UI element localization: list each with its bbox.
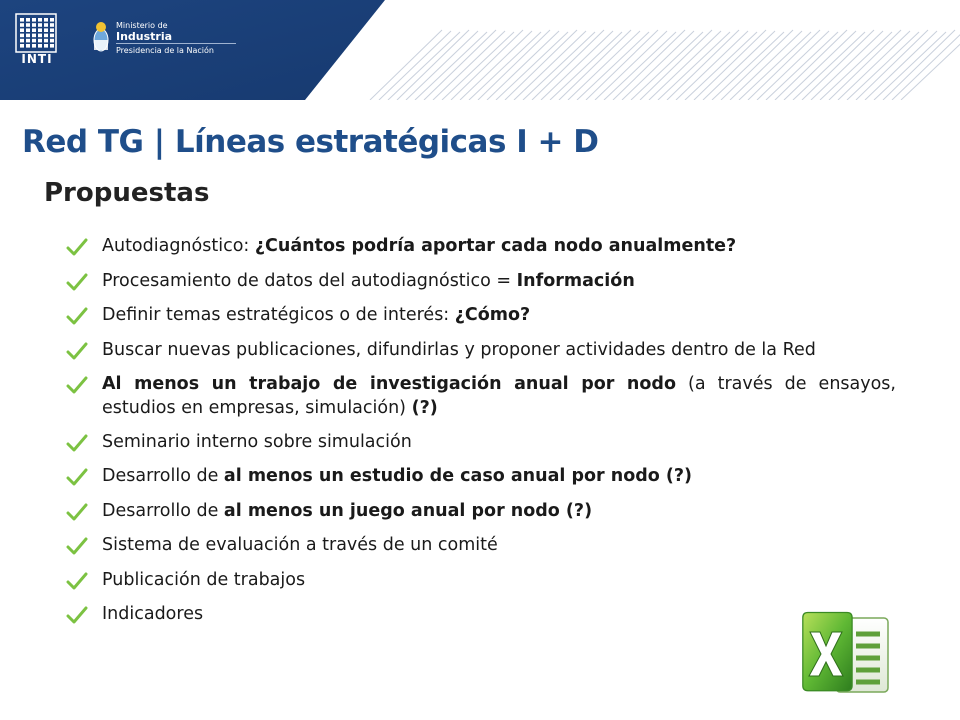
item-text: Buscar nuevas publicaciones, difundirlas y proponer actividades dentro de la Red [102, 339, 816, 360]
header-stripe [703, 31, 775, 100]
header-stripe [496, 32, 568, 100]
item-text: Indicadores [102, 604, 204, 624]
logo-grid-cell [50, 28, 54, 32]
checkmark-icon [66, 572, 88, 590]
header-stripe [658, 32, 730, 100]
excel-icon [796, 604, 896, 704]
logo-grid-cell [44, 28, 48, 32]
header-stripe [730, 31, 802, 100]
header-stripe [856, 30, 928, 100]
header-stripe [820, 32, 892, 100]
logo-grid-cell [44, 23, 48, 27]
header-stripe [433, 31, 505, 100]
header-stripe [415, 32, 487, 100]
header-stripe [388, 32, 460, 100]
header-stripe [622, 31, 694, 100]
header-stripe [586, 30, 658, 100]
header-stripe [685, 32, 757, 100]
ministry-line-3: Presidencia de la Nación [116, 43, 236, 56]
logo-grid-cell [50, 18, 54, 22]
header-stripe [514, 31, 586, 100]
header-stripe [577, 32, 649, 100]
logo-grid-cell [38, 18, 42, 22]
logo-grid-cell [50, 23, 54, 27]
logo-grid-cell [44, 44, 48, 48]
header-stripe [613, 30, 685, 100]
item-text: Definir temas estratégicos o de interés: [102, 305, 455, 325]
list-item [66, 430, 896, 454]
header-banner [0, 0, 960, 100]
logo-grid-cell [26, 23, 30, 27]
header-stripe [829, 30, 901, 100]
item-text-bold: ¿Cuántos podría aportar cada nodo anualmente? [254, 236, 737, 256]
header-stripe [424, 30, 496, 100]
header-stripe [568, 31, 640, 100]
header-stripe [865, 31, 937, 100]
checkmark-icon [66, 342, 88, 360]
logo-grid-cell [26, 44, 30, 48]
inti-logo-label: INTI [21, 52, 53, 66]
ministry-line-1: Ministerio de [116, 21, 168, 30]
checkmark-icon [66, 434, 88, 452]
logo-grid-cell [26, 34, 30, 38]
header-stripe [784, 31, 856, 100]
logo-grid-cell [20, 18, 24, 22]
checkmark-icon [66, 376, 88, 394]
item-text: Desarrollo de [102, 466, 224, 486]
item-text: Autodiagnóstico: [102, 236, 255, 256]
item-text: Desarrollo de [102, 500, 224, 521]
list-item [66, 602, 896, 626]
header-stripe [397, 30, 469, 100]
logo-grid-cell [32, 39, 36, 43]
header-stripe [478, 30, 550, 100]
header-stripe [802, 30, 874, 100]
header-stripe [766, 32, 838, 100]
logo-grid-cell [32, 34, 36, 38]
header-stripe [523, 32, 595, 100]
item-text-bold: al menos un estudio de caso anual por nodo (?) [223, 466, 693, 486]
header-stripe [712, 32, 784, 100]
logo-grid-cell [32, 44, 36, 48]
header-stripe [370, 30, 442, 100]
ministry-line-2: Industria [116, 30, 173, 43]
logo-grid-cell [44, 34, 48, 38]
logo-grid-cell [26, 18, 30, 22]
logo-grid-cell [32, 23, 36, 27]
item-text: (a través de ensayos, estudios en empresas, simulación) [102, 373, 896, 418]
header-stripe [469, 32, 541, 100]
header-stripe [838, 31, 910, 100]
header-stripe [847, 32, 919, 100]
logo-grid-cell [38, 34, 42, 38]
list-item [66, 499, 896, 523]
header-stripe [604, 32, 676, 100]
list-item [66, 568, 896, 592]
header-stripe [775, 30, 847, 100]
header-stripe [379, 31, 451, 100]
header-stripe [532, 30, 604, 100]
logo-grid-cell [44, 39, 48, 43]
header-stripe [640, 30, 712, 100]
logo-grid-cell [50, 44, 54, 48]
item-text-bold: ¿Cómo? [454, 305, 531, 325]
item-text: Seminario interno sobre simulación [102, 431, 412, 452]
item-text-bold: al menos un juego anual por nodo (?) [223, 500, 593, 521]
header-stripe [649, 31, 721, 100]
list-item [66, 372, 896, 420]
logo-grid-cell [38, 23, 42, 27]
logo-grid-cell [38, 44, 42, 48]
header-stripe [451, 30, 523, 100]
header-stripe [739, 32, 811, 100]
checkmark-icon [66, 468, 88, 486]
checkmark-icon [66, 307, 88, 325]
logo-grid-cell [32, 28, 36, 32]
header-stripe [442, 32, 514, 100]
section-title: Propuestas [44, 178, 210, 208]
header-stripe [676, 31, 748, 100]
item-text-bold: (?) [411, 397, 438, 418]
logo-grid-cell [44, 18, 48, 22]
header-stripe [883, 30, 955, 100]
item-text: Sistema de evaluación a través de un comité [102, 535, 498, 555]
logo-grid-cell [20, 44, 24, 48]
inti-logo-icon [12, 12, 62, 78]
list-item [66, 464, 896, 488]
list-item [66, 338, 896, 362]
logo-grid-cell [20, 23, 24, 27]
logo-grid-cell [38, 28, 42, 32]
checkmark-icon [66, 606, 88, 624]
header-stripe [811, 31, 883, 100]
header-stripe [793, 32, 865, 100]
item-text: Publicación de trabajos [102, 569, 306, 590]
argentina-emblem-icon [92, 18, 110, 54]
logo-grid-cell [26, 28, 30, 32]
logo-grid-cell [20, 39, 24, 43]
header-stripe [541, 31, 613, 100]
item-text-bold: Información [516, 270, 635, 291]
header-stripe [559, 30, 631, 100]
header-stripe [406, 31, 478, 100]
header-stripe [667, 30, 739, 100]
checkmark-icon [66, 503, 88, 521]
header-stripe [694, 30, 766, 100]
list-item [66, 269, 896, 293]
logo-grid-cell [38, 39, 42, 43]
item-text: Procesamiento de datos del autodiagnóstico = [102, 270, 517, 291]
checkmark-icon [66, 273, 88, 291]
header-stripe [757, 31, 829, 100]
logo-grid-cell [32, 18, 36, 22]
header-stripe [595, 31, 667, 100]
list-item [66, 533, 896, 557]
header-stripe [487, 31, 559, 100]
checkmark-icon [66, 238, 88, 256]
logo-grid-cell [50, 39, 54, 43]
item-text-bold: Al menos un trabajo de investigación anual por nodo [102, 373, 676, 394]
header-stripe [460, 31, 532, 100]
header-stripe [631, 32, 703, 100]
logo-grid-cell [50, 34, 54, 38]
logo-grid-cell [26, 39, 30, 43]
header-stripe [721, 30, 793, 100]
header-stripe [874, 32, 946, 100]
proposal-list [66, 234, 896, 637]
header-stripe [748, 30, 820, 100]
checkmark-icon [66, 537, 88, 555]
logo-grid-cell [20, 34, 24, 38]
page-title: Red TG | Líneas estratégicas I + D [22, 124, 599, 160]
list-item [66, 303, 896, 327]
header-stripe [550, 32, 622, 100]
list-item [66, 234, 896, 258]
header-stripe [505, 30, 577, 100]
ministry-text [116, 20, 236, 56]
logo-grid-cell [20, 28, 24, 32]
